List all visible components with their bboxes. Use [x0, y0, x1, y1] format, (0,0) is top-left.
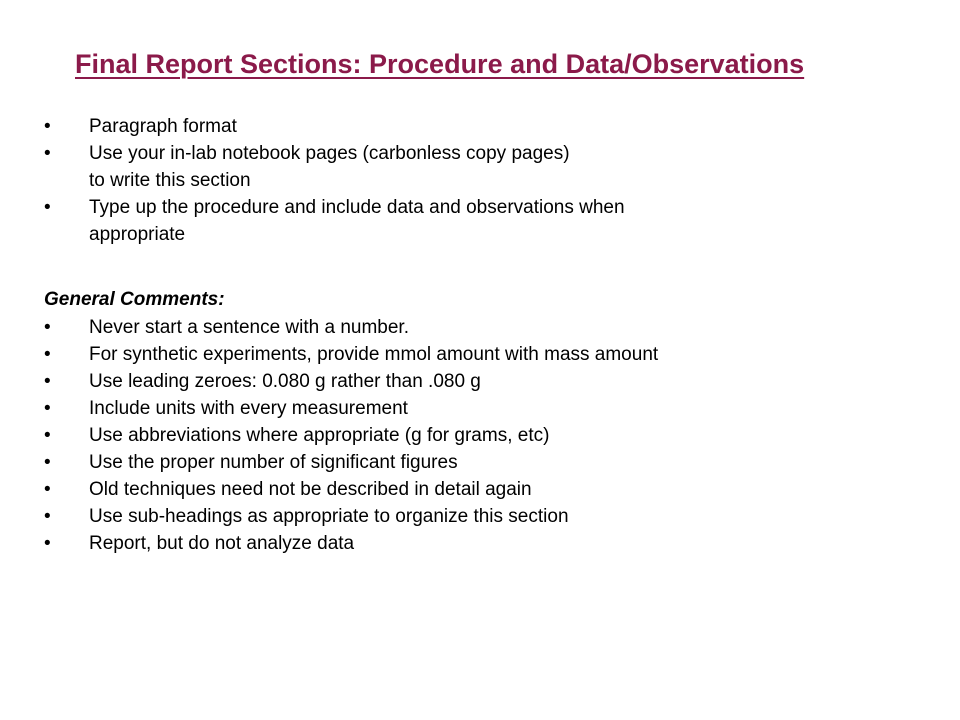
- intro-item: [44, 113, 625, 140]
- comment-item-text: Never start a sentence with a number.: [89, 317, 409, 338]
- intro-bullet-list: [44, 113, 625, 248]
- comment-item-text: For synthetic experiments, provide mmol amount with mass amount: [89, 344, 659, 365]
- bullet-icon: •: [44, 398, 51, 419]
- bullet-icon: •: [44, 479, 51, 500]
- bullet-icon: •: [44, 317, 51, 338]
- comment-item: [44, 449, 658, 476]
- comment-item-text: Report, but do not analyze data: [89, 533, 355, 554]
- intro-item: [44, 194, 625, 248]
- comment-item: [44, 314, 658, 341]
- comment-item: [44, 395, 658, 422]
- comment-item-text: Old techniques need not be described in detail again: [89, 479, 532, 500]
- comment-item: [44, 422, 658, 449]
- comment-item: [44, 476, 658, 503]
- intro-item-line: Type up the procedure and include data and observations when: [89, 197, 625, 218]
- bullet-icon: •: [44, 506, 51, 527]
- bullet-icon: •: [44, 143, 51, 164]
- bullet-icon: •: [44, 344, 51, 365]
- comment-item: [44, 368, 658, 395]
- comment-item-text: Use leading zeroes: 0.080 g rather than .080 g: [89, 371, 481, 392]
- comment-item: [44, 503, 658, 530]
- intro-item: [44, 140, 625, 194]
- intro-item-line: Use your in-lab notebook pages (carbonless copy pages): [89, 143, 570, 164]
- bullet-icon: •: [44, 197, 51, 218]
- intro-item-line: Paragraph format: [89, 116, 237, 137]
- slide-title: Final Report Sections: Procedure and Data/Observations: [75, 49, 805, 79]
- comment-item-text: Use the proper number of significant figures: [89, 452, 458, 473]
- comment-item: [44, 530, 658, 557]
- bullet-icon: •: [44, 371, 51, 392]
- comment-item: [44, 341, 658, 368]
- bullet-icon: •: [44, 116, 51, 137]
- bullet-icon: •: [44, 425, 51, 446]
- comment-item-text: Use abbreviations where appropriate (g for grams, etc): [89, 425, 550, 446]
- intro-item-line: to write this section: [89, 170, 251, 191]
- comments-bullet-list: [44, 314, 658, 557]
- bullet-icon: •: [44, 452, 51, 473]
- bullet-icon: •: [44, 533, 51, 554]
- general-comments-heading: General Comments:: [44, 289, 225, 310]
- comment-item-text: Use sub-headings as appropriate to organize this section: [89, 506, 569, 527]
- intro-item-line: appropriate: [89, 224, 186, 245]
- comment-item-text: Include units with every measurement: [89, 398, 408, 419]
